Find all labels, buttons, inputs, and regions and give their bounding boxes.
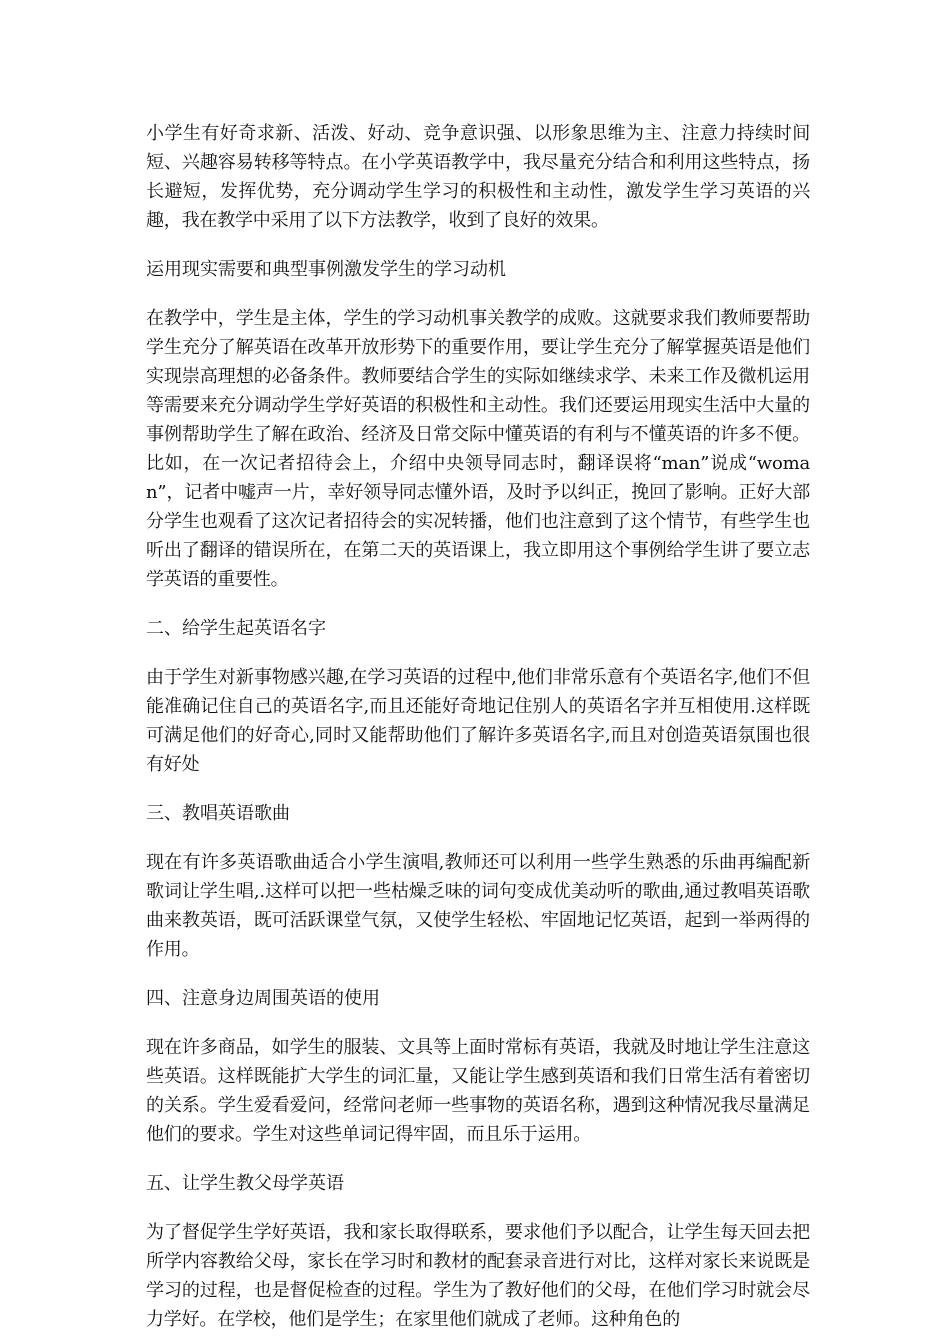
- document-body: [146, 119, 810, 1334]
- section-heading-teach-parents: 五、让学生教父母学英语: [146, 1173, 344, 1194]
- teach-parents-paragraph: 为了督促学生学好英语，我和家长取得联系，要求他们予以配合，让学生每天回去把所学内容教给父母，家长在学习时和教材的配套录音进行对比，这样对家长来说既是学习的过程，也是督促检查的过程。学生为了教好他们的父母，在他们学习时就会尽力学好。在学校，他们是学生；在家里他们就成了老师。这种角色的: [146, 1222, 810, 1330]
- surroundings-paragraph: 现在许多商品，如学生的服装、文具等上面时常标有英语，我就及时地让学生注意这些英语。这样既能扩大学生的词汇量，又能让学生感到英语和我们日常生活有着密切的关系。学生爱看爱问，经常问老师一些事物的英语名称，遇到这种情况我尽量满足他们的要求。学生对这些单词记得牢固，而且乐于运用。: [146, 1037, 810, 1145]
- intro-paragraph: 小学生有好奇求新、活泼、好动、竞争意识强、以形象思维为主、注意力持续时间短、兴趣容易转移等特点。在小学英语教学中，我尽量充分结合和利用这些特点，扬长避短，发挥优势，充分调动学生学习的积极性和主动性，激发学生学习英语的兴趣，我在教学中采用了以下方法教学，收到了良好的效果。: [146, 123, 810, 231]
- motivation-paragraph: 在教学中，学生是主体，学生的学习动机事关教学的成败。这就要求我们教师要帮助学生充分了解英语在改革开放形势下的重要作用，要让学生充分了解掌握英语是他们实现崇高理想的必备条件。教师要结合学生的实际如继续求学、未来工作及微机运用等需要来充分调动学生学好英语的积极性和主动性。我们还要运用现实生活中大量的事例帮助学生了解在政治、经济及日常交际中懂英语的有利与不懂英语的许多不便。比如，在一次记者招待会上，介绍中央领导同志时，翻译误将“man”说成“woman”，记者中嘘声一片，幸好领导同志懂外语，及时予以纠正，挽回了影响。正好大部分学生也观看了这次记者招待会的实况转播，他们也注意到了这个情节，有些学生也听出了翻译的错误所在，在第二天的英语课上，我立即用这个事例给学生讲了要立志学英语的重要性。: [146, 308, 810, 590]
- english-names-paragraph: 由于学生对新事物感兴趣,在学习英语的过程中,他们非常乐意有个英语名字,他们不但能准确记住自己的英语名字,而且还能好奇地记住别人的英语名字并互相使用.这样既可满足他们的好奇心,同时又能帮助他们了解许多英语名字,而且对创造英语氛围也很有好处: [146, 667, 810, 775]
- section-heading-surroundings: 四、注意身边周围英语的使用: [146, 988, 380, 1009]
- section-heading-english-names: 二、给学生起英语名字: [146, 618, 326, 639]
- section-heading-songs: 三、教唱英语歌曲: [146, 803, 290, 824]
- songs-paragraph: 现在有许多英语歌曲适合小学生演唱,教师还可以利用一些学生熟悉的乐曲再编配新歌词让学生唱,.这样可以把一些枯燥乏味的词句变成优美动听的歌曲,通过教唱英语歌曲来教英语，既可活跃课堂气氛，又使学生轻松、牢固地记忆英语，起到一举两得的作用。: [146, 852, 810, 960]
- section-heading-motivation: 运用现实需要和典型事例激发学生的学习动机: [146, 259, 506, 280]
